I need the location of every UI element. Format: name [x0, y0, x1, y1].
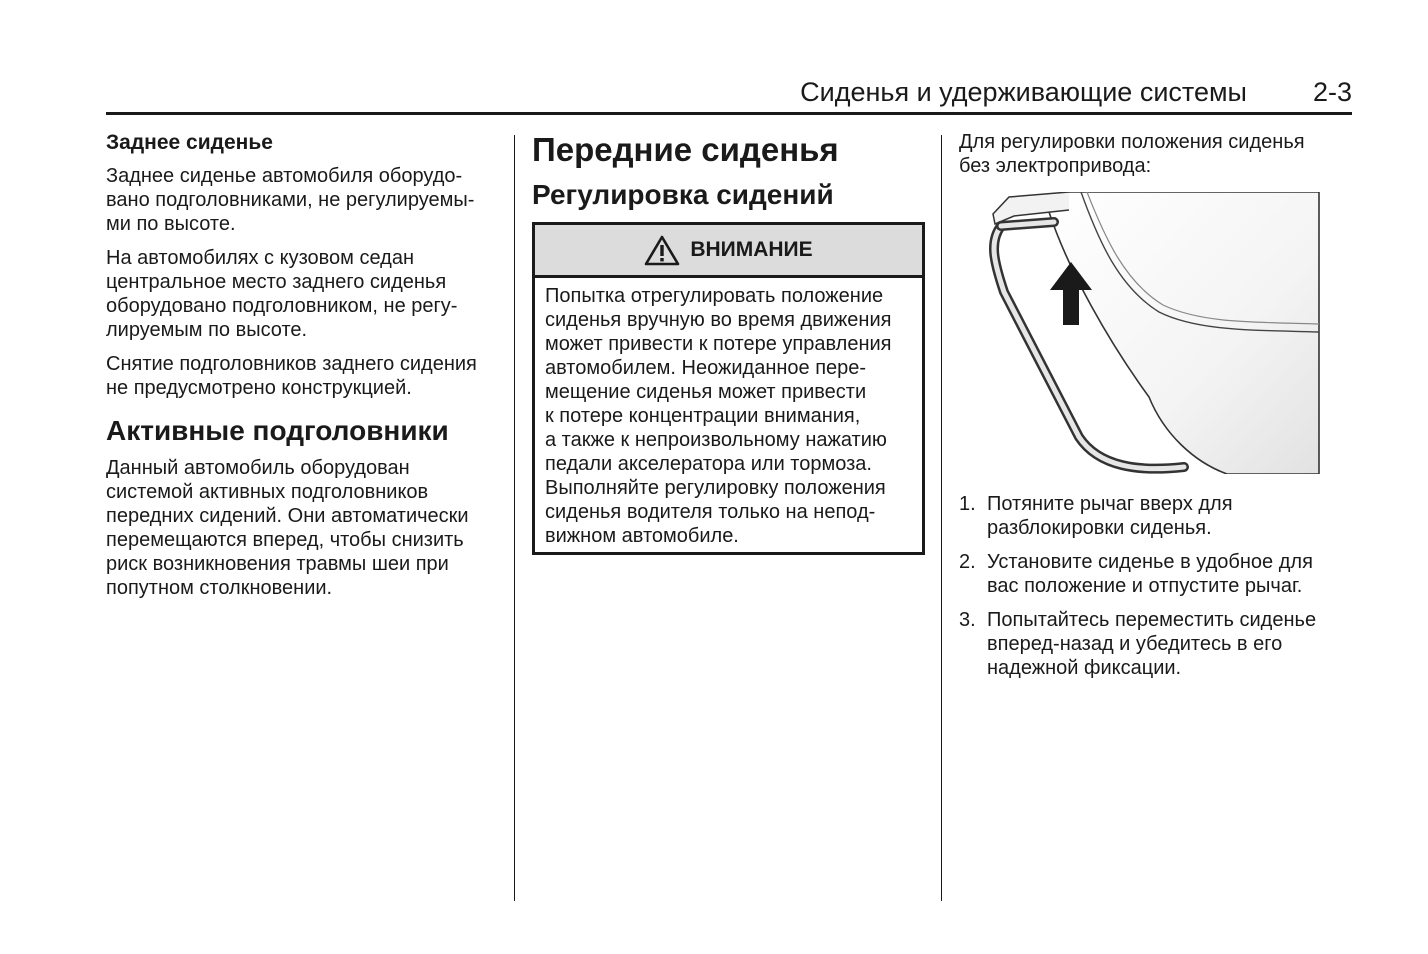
text-line: вижном автомобиле. [545, 525, 739, 547]
seat-lever-illustration [959, 192, 1321, 474]
instruction-steps [959, 492, 1349, 680]
text-line: передних сидений. Они автоматически [106, 505, 469, 527]
text-line: вас положение и отпустите рычаг. [987, 575, 1303, 597]
column-divider [941, 135, 942, 901]
active-headrests-heading: Активные подголовники [106, 415, 449, 446]
text-line: Попытайтесь переместить сиденье [987, 609, 1317, 631]
text-line: Установите сиденье в удобное для [987, 551, 1313, 573]
text-line: риск возникновения травмы шеи при [106, 553, 449, 575]
list-item [959, 608, 1349, 680]
front-seats-heading: Передние сиденья [532, 131, 839, 168]
step-number: 3. [959, 609, 976, 631]
text-line: системой активных подголовников [106, 481, 429, 503]
sedan-paragraph [106, 246, 501, 342]
text-line: Заднее сиденье автомобиля оборудо- [106, 165, 463, 187]
text-line: сиденья вручную во время движения [545, 309, 892, 331]
page-header [106, 72, 1352, 115]
active-headrests-paragraph [106, 456, 501, 600]
text-line: Выполняйте регулировку положения [545, 477, 886, 499]
warning-title: ВНИМАНИЕ [690, 238, 813, 261]
list-item [959, 492, 1349, 540]
text-line: педали акселератора или тормоза. [545, 453, 872, 475]
intro-paragraph [959, 130, 1349, 178]
right-column [959, 130, 1349, 690]
page-number: 2-3 [1312, 76, 1352, 107]
warning-header [535, 225, 922, 278]
middle-column [532, 130, 927, 555]
text-line: На автомобилях с кузовом седан [106, 247, 414, 269]
text-line: без электропривода: [959, 155, 1152, 177]
warning-triangle-icon [644, 234, 680, 266]
rear-seat-paragraph [106, 164, 501, 236]
column-divider [514, 135, 515, 901]
step-number: 1. [959, 493, 976, 515]
list-item [959, 550, 1349, 598]
text-line: лируемым по высоте. [106, 319, 308, 341]
text-line: Попытка отрегулировать положение [545, 285, 884, 307]
text-line: Для регулировки положения сиденья [959, 131, 1305, 153]
rear-seat-heading: Заднее сиденье [106, 131, 273, 154]
text-line: разблокировки сиденья. [987, 517, 1212, 539]
warning-box [532, 222, 925, 555]
text-line: вперед-назад и убедитесь в его [987, 633, 1283, 655]
text-line: вано подголовниками, не регулируемы- [106, 189, 475, 211]
left-column [106, 130, 501, 610]
text-line: к потере концентрации внимания, [545, 405, 861, 427]
text-line: Данный автомобиль оборудован [106, 457, 410, 479]
text-line: надежной фиксации. [987, 657, 1182, 679]
seat-adjustment-heading: Регулировка сидений [532, 179, 834, 210]
text-line: попутном столкновении. [106, 577, 333, 599]
text-line: может привести к потере управления [545, 333, 892, 355]
text-line: ми по высоте. [106, 213, 236, 235]
section-title: Сиденья и удерживающие системы [800, 76, 1247, 107]
text-line: Снятие подголовников заднего сидения [106, 353, 477, 375]
text-line: мещение сиденья может привести [545, 381, 867, 403]
warning-text [535, 278, 922, 552]
text-line: автомобилем. Неожиданное пере- [545, 357, 867, 379]
text-line: сиденья водителя только на непод- [545, 501, 876, 523]
text-line: не предусмотрено конструкцией. [106, 377, 412, 399]
text-line: Потяните рычаг вверх для [987, 493, 1233, 515]
text-line: а также к непроизвольному нажатию [545, 429, 887, 451]
text-line: центральное место заднего сиденья [106, 271, 447, 293]
text-line: оборудовано подголовником, не регу- [106, 295, 458, 317]
step-number: 2. [959, 551, 976, 573]
text-line: перемещаются вперед, чтобы снизить [106, 529, 464, 551]
removal-paragraph [106, 352, 501, 400]
